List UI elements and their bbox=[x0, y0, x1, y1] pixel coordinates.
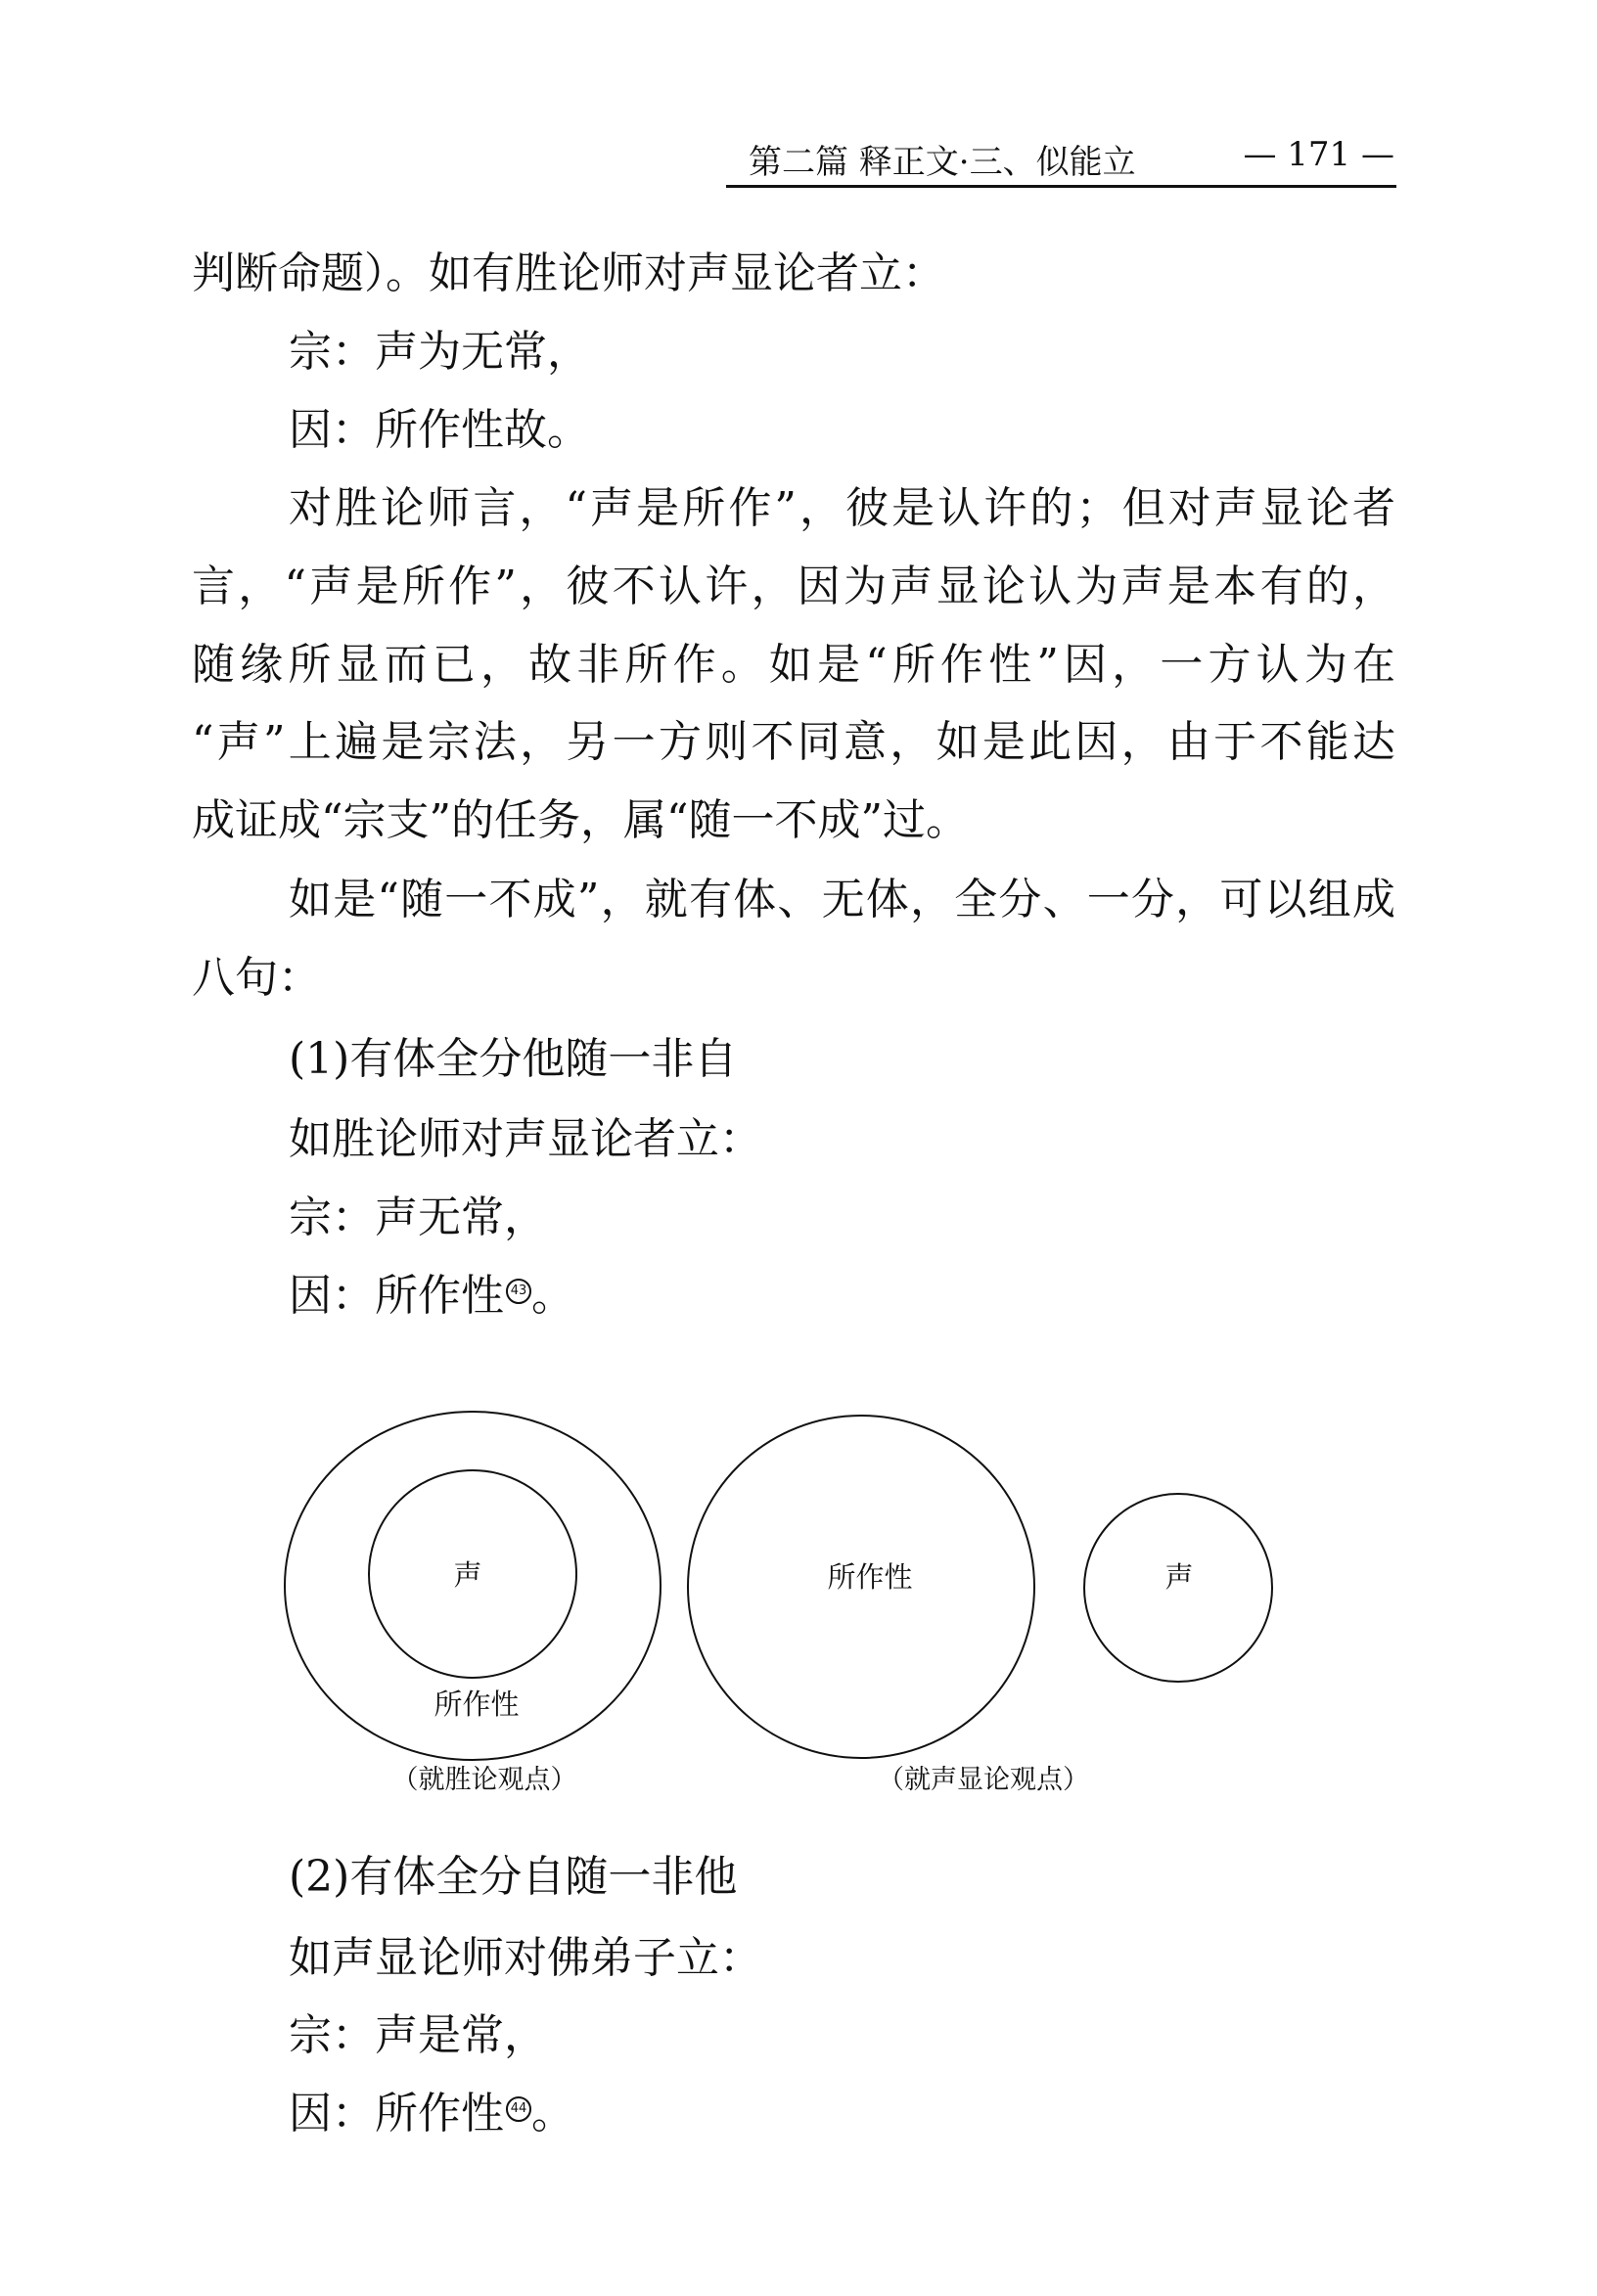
header-rule bbox=[726, 185, 1396, 188]
text: 因：所作性 bbox=[289, 1271, 504, 1321]
label-sound: 声 bbox=[453, 1558, 482, 1592]
text-line bbox=[289, 1267, 574, 1326]
text-line: (2)有体全分自随一非他 bbox=[289, 1852, 738, 1902]
text-line: 判断命题）。如有胜论师对声显论者立： bbox=[192, 248, 945, 298]
text-line: 八句： bbox=[192, 953, 321, 1003]
text-line: 如是“随一不成”，就有体、无体，全分、一分，可以组成 bbox=[289, 875, 1395, 924]
running-title: 第二篇 释正文·三、似能立 bbox=[749, 143, 1136, 182]
euler-diagram bbox=[0, 1370, 1597, 1820]
text-line: 随缘所显而已，故非所作。如是“所作性”因，一方认为在 bbox=[192, 640, 1395, 690]
text-line: 因：所作性故。 bbox=[289, 405, 590, 455]
running-header bbox=[749, 135, 1394, 183]
text-line bbox=[289, 2085, 574, 2143]
text-line: “声”上遍是宗法，另一方则不同意，如是此因，由于不能达 bbox=[192, 717, 1395, 767]
text: 。 bbox=[531, 1271, 574, 1321]
text-line: 宗：声无常， bbox=[289, 1193, 547, 1242]
footnote-marker[interactable]: 44 bbox=[506, 2096, 531, 2122]
footnote-marker[interactable]: 43 bbox=[506, 1279, 531, 1304]
label-made-nature: 所作性 bbox=[433, 1688, 520, 1721]
label-sound: 声 bbox=[1164, 1560, 1194, 1594]
text-line: 对胜论师言，“声是所作”，彼是认许的；但对声显论者 bbox=[289, 483, 1395, 533]
text-line: 宗：声为无常， bbox=[289, 327, 590, 377]
text-line: 如声显论师对佛弟子立： bbox=[289, 1933, 762, 1983]
text-line: 言，“声是所作”，彼不认许，因为声显论认为声是本有的， bbox=[192, 562, 1395, 611]
text-line: 宗：声是常， bbox=[289, 2010, 547, 2060]
caption-sound-manifestation-view: （就声显论观点） bbox=[878, 1765, 1089, 1795]
text: 。 bbox=[531, 2089, 574, 2138]
text-line: 如胜论师对声显论者立： bbox=[289, 1114, 762, 1164]
text: 因：所作性 bbox=[289, 2089, 504, 2138]
caption-vaisesika-view: （就胜论观点） bbox=[391, 1765, 577, 1795]
page-number: — 171 — bbox=[1243, 135, 1394, 174]
text-line: (1)有体全分他随一非自 bbox=[289, 1034, 738, 1084]
text-line: 成证成“宗支”的任务，属“随一不成”过。 bbox=[192, 795, 969, 845]
label-made-nature: 所作性 bbox=[827, 1560, 913, 1594]
